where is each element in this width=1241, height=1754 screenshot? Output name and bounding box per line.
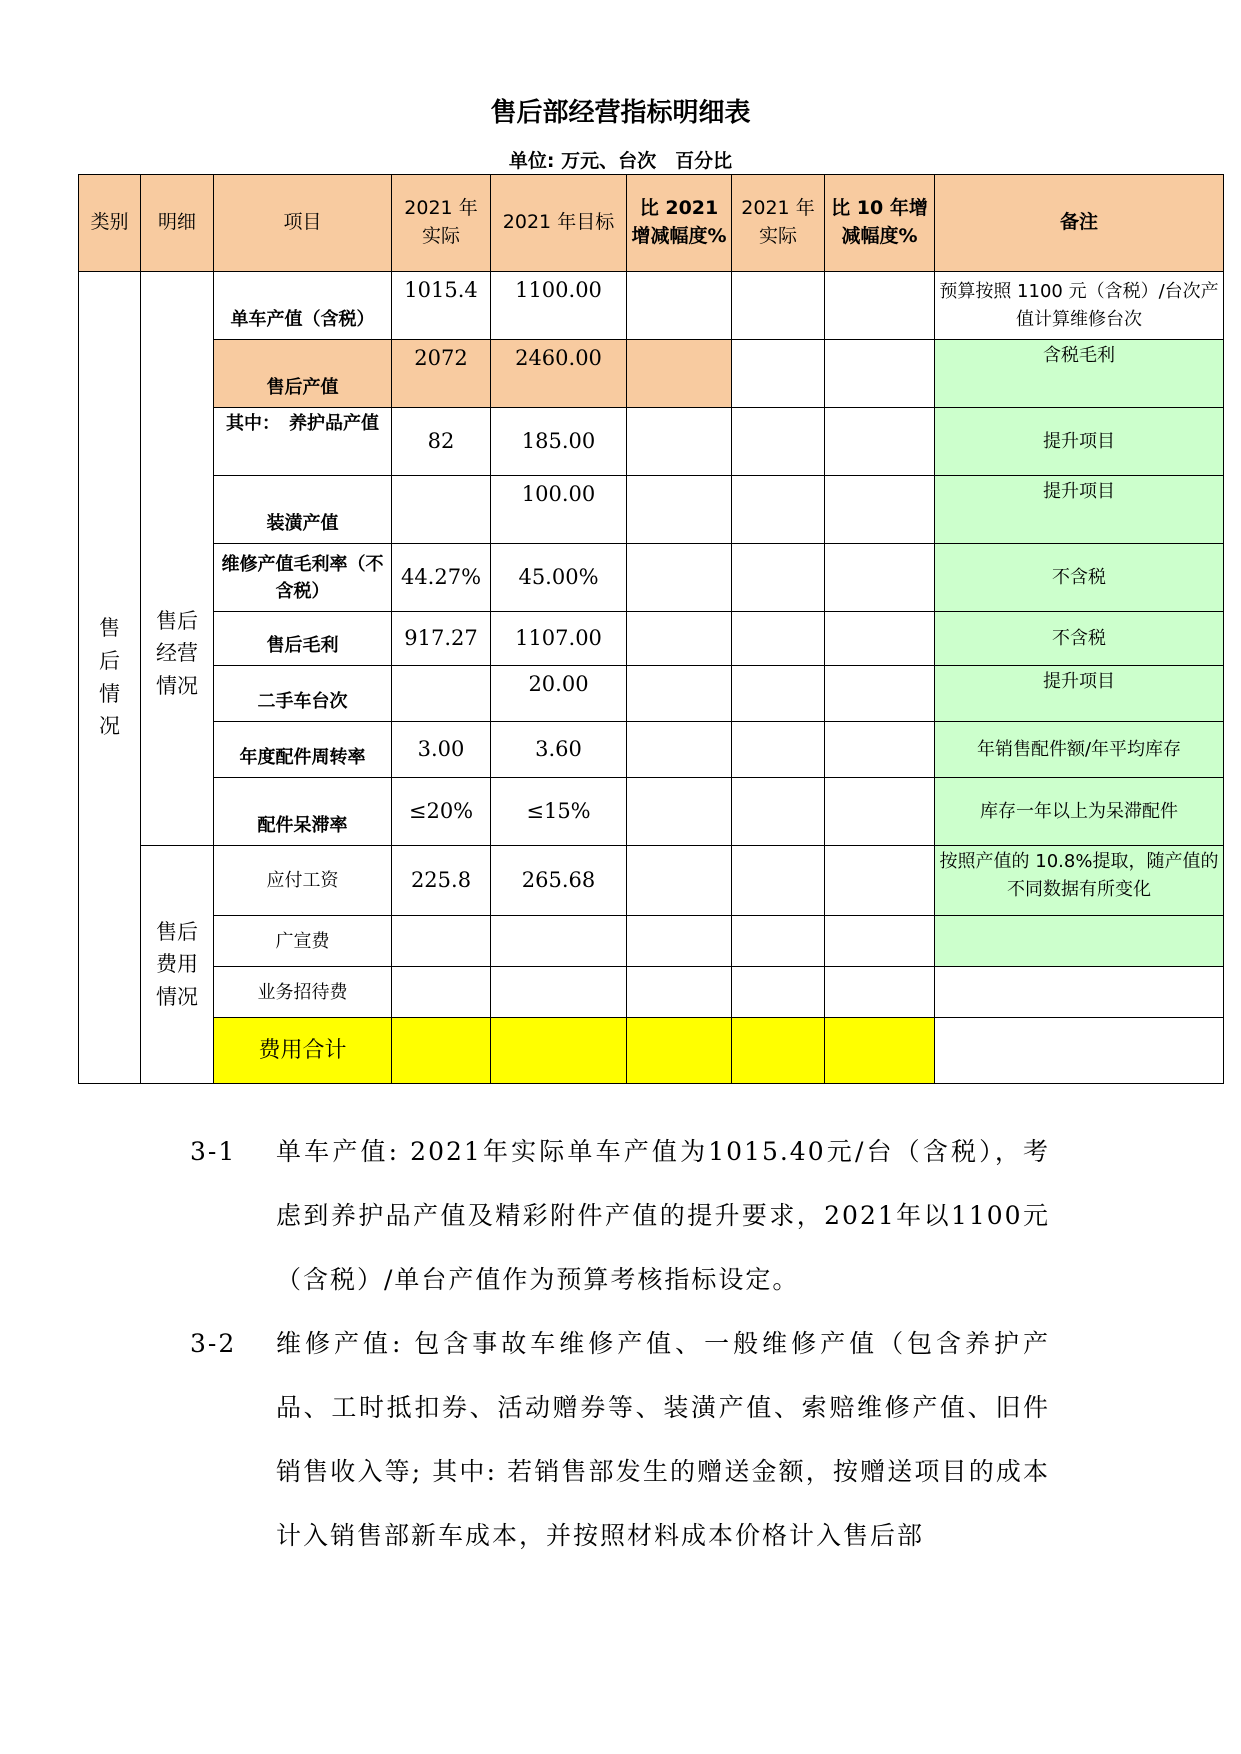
total-row xyxy=(79,1018,1224,1084)
actual-cell: 44.27% xyxy=(392,544,491,612)
header-remarks: 备注 xyxy=(935,175,1224,272)
table-row xyxy=(79,778,1224,846)
actual-cell: 3.00 xyxy=(392,722,491,778)
note-cell xyxy=(935,916,1224,967)
table-row xyxy=(79,722,1224,778)
note-cell: 按照产值的 10.8%提取，随产值的不同数据有所变化 xyxy=(935,846,1224,916)
header-2021-actual-2: 2021 年实际 xyxy=(732,175,825,272)
target-cell: ≤15% xyxy=(491,778,627,846)
note-cell: 含税毛利 xyxy=(935,340,1224,408)
note-cell: 不含税 xyxy=(935,544,1224,612)
total-label: 费用合计 xyxy=(214,1018,392,1084)
indicator-table xyxy=(78,174,1224,1084)
note-cell: 不含税 xyxy=(935,612,1224,666)
target-cell: 45.00% xyxy=(491,544,627,612)
table-row xyxy=(79,476,1224,544)
target-cell: 1107.00 xyxy=(491,612,627,666)
paragraph-number: 3-1 xyxy=(190,1137,237,1166)
table-row xyxy=(79,916,1224,967)
actual-cell xyxy=(392,666,491,722)
item-cell: 业务招待费 xyxy=(214,967,392,1018)
note-cell: 提升项目 xyxy=(935,408,1224,476)
actual-cell: 225.8 xyxy=(392,846,491,916)
header-2021-target: 2021 年目标 xyxy=(491,175,627,272)
table-row xyxy=(79,272,1224,340)
page-title: 售后部经营指标明细表 xyxy=(490,98,751,128)
item-cell: 单车产值（含税） xyxy=(214,272,392,340)
target-cell: 265.68 xyxy=(491,846,627,916)
actual-cell: 1015.4 xyxy=(392,272,491,340)
target-cell: 100.00 xyxy=(491,476,627,544)
header-change-10: 比 10 年增减幅度% xyxy=(825,175,935,272)
table-row xyxy=(79,408,1224,476)
item-cell: 二手车台次 xyxy=(214,666,392,722)
target-cell: 185.00 xyxy=(491,408,627,476)
note-cell: 年销售配件额/年平均库存 xyxy=(935,722,1224,778)
category-cell: 售后情况 xyxy=(79,272,141,1084)
paragraph-text: 维修产值: 包含事故车维修产值、一般维修产值（包含养护产品、工时抵扣券、活动赠券等、装潢产值、索赔维修产值、旧件销售收入等; 其中: 若销售部发生的赠送金额，按赠送项目的成本计入销售部新车成本，并按照材料成本价格计入售后部 xyxy=(276,1329,1050,1550)
actual-cell: ≤20% xyxy=(392,778,491,846)
note-cell: 提升项目 xyxy=(935,666,1224,722)
group-ops: 售后经营情况 xyxy=(141,272,214,846)
header-row xyxy=(79,175,1224,272)
target-cell: 2460.00 xyxy=(491,340,627,408)
item-cell: 年度配件周转率 xyxy=(214,722,392,778)
note-cell: 预算按照 1100 元（含税）/台次产值计算维修台次 xyxy=(935,272,1224,340)
paragraph-3-2 xyxy=(190,1312,1050,1568)
note-cell xyxy=(935,1018,1224,1084)
item-cell: 维修产值毛利率（不含税） xyxy=(214,544,392,612)
actual-cell: 917.27 xyxy=(392,612,491,666)
item-cell: 装潢产值 xyxy=(214,476,392,544)
header-detail: 明细 xyxy=(141,175,214,272)
paragraph-text: 单车产值: 2021年实际单车产值为1015.40元/台（含税），考虑到养护品产值及精彩附件产值的提升要求，2021年以1100元（含税）/单台产值作为预算考核指标设定。 xyxy=(276,1137,1050,1294)
note-cell: 提升项目 xyxy=(935,476,1224,544)
unit-note: 单位: 万元、台次 百分比 xyxy=(508,150,733,172)
item-cell: 广宣费 xyxy=(214,916,392,967)
group-cost: 售后费用情况 xyxy=(141,846,214,1084)
item-cell: 其中： 养护品产值 xyxy=(214,408,392,476)
header-item: 项目 xyxy=(214,175,392,272)
actual-cell xyxy=(392,476,491,544)
paragraph-3-1 xyxy=(190,1120,1050,1312)
header-2021-actual: 2021 年实际 xyxy=(392,175,491,272)
paragraph-number: 3-2 xyxy=(190,1329,237,1358)
actual-cell: 2072 xyxy=(392,340,491,408)
table-row xyxy=(79,967,1224,1018)
note-cell xyxy=(935,967,1224,1018)
item-cell: 售后毛利 xyxy=(214,612,392,666)
item-cell: 应付工资 xyxy=(214,846,392,916)
header-change-2021: 比 2021 增减幅度% xyxy=(627,175,732,272)
target-cell: 1100.00 xyxy=(491,272,627,340)
target-cell: 3.60 xyxy=(491,722,627,778)
table-row xyxy=(79,612,1224,666)
target-cell: 20.00 xyxy=(491,666,627,722)
header-category: 类别 xyxy=(79,175,141,272)
table-row xyxy=(79,846,1224,916)
table-row xyxy=(79,340,1224,408)
item-cell: 配件呆滞率 xyxy=(214,778,392,846)
actual-cell: 82 xyxy=(392,408,491,476)
item-cell: 售后产值 xyxy=(214,340,392,408)
table-row xyxy=(79,544,1224,612)
table-row xyxy=(79,666,1224,722)
note-cell: 库存一年以上为呆滞配件 xyxy=(935,778,1224,846)
